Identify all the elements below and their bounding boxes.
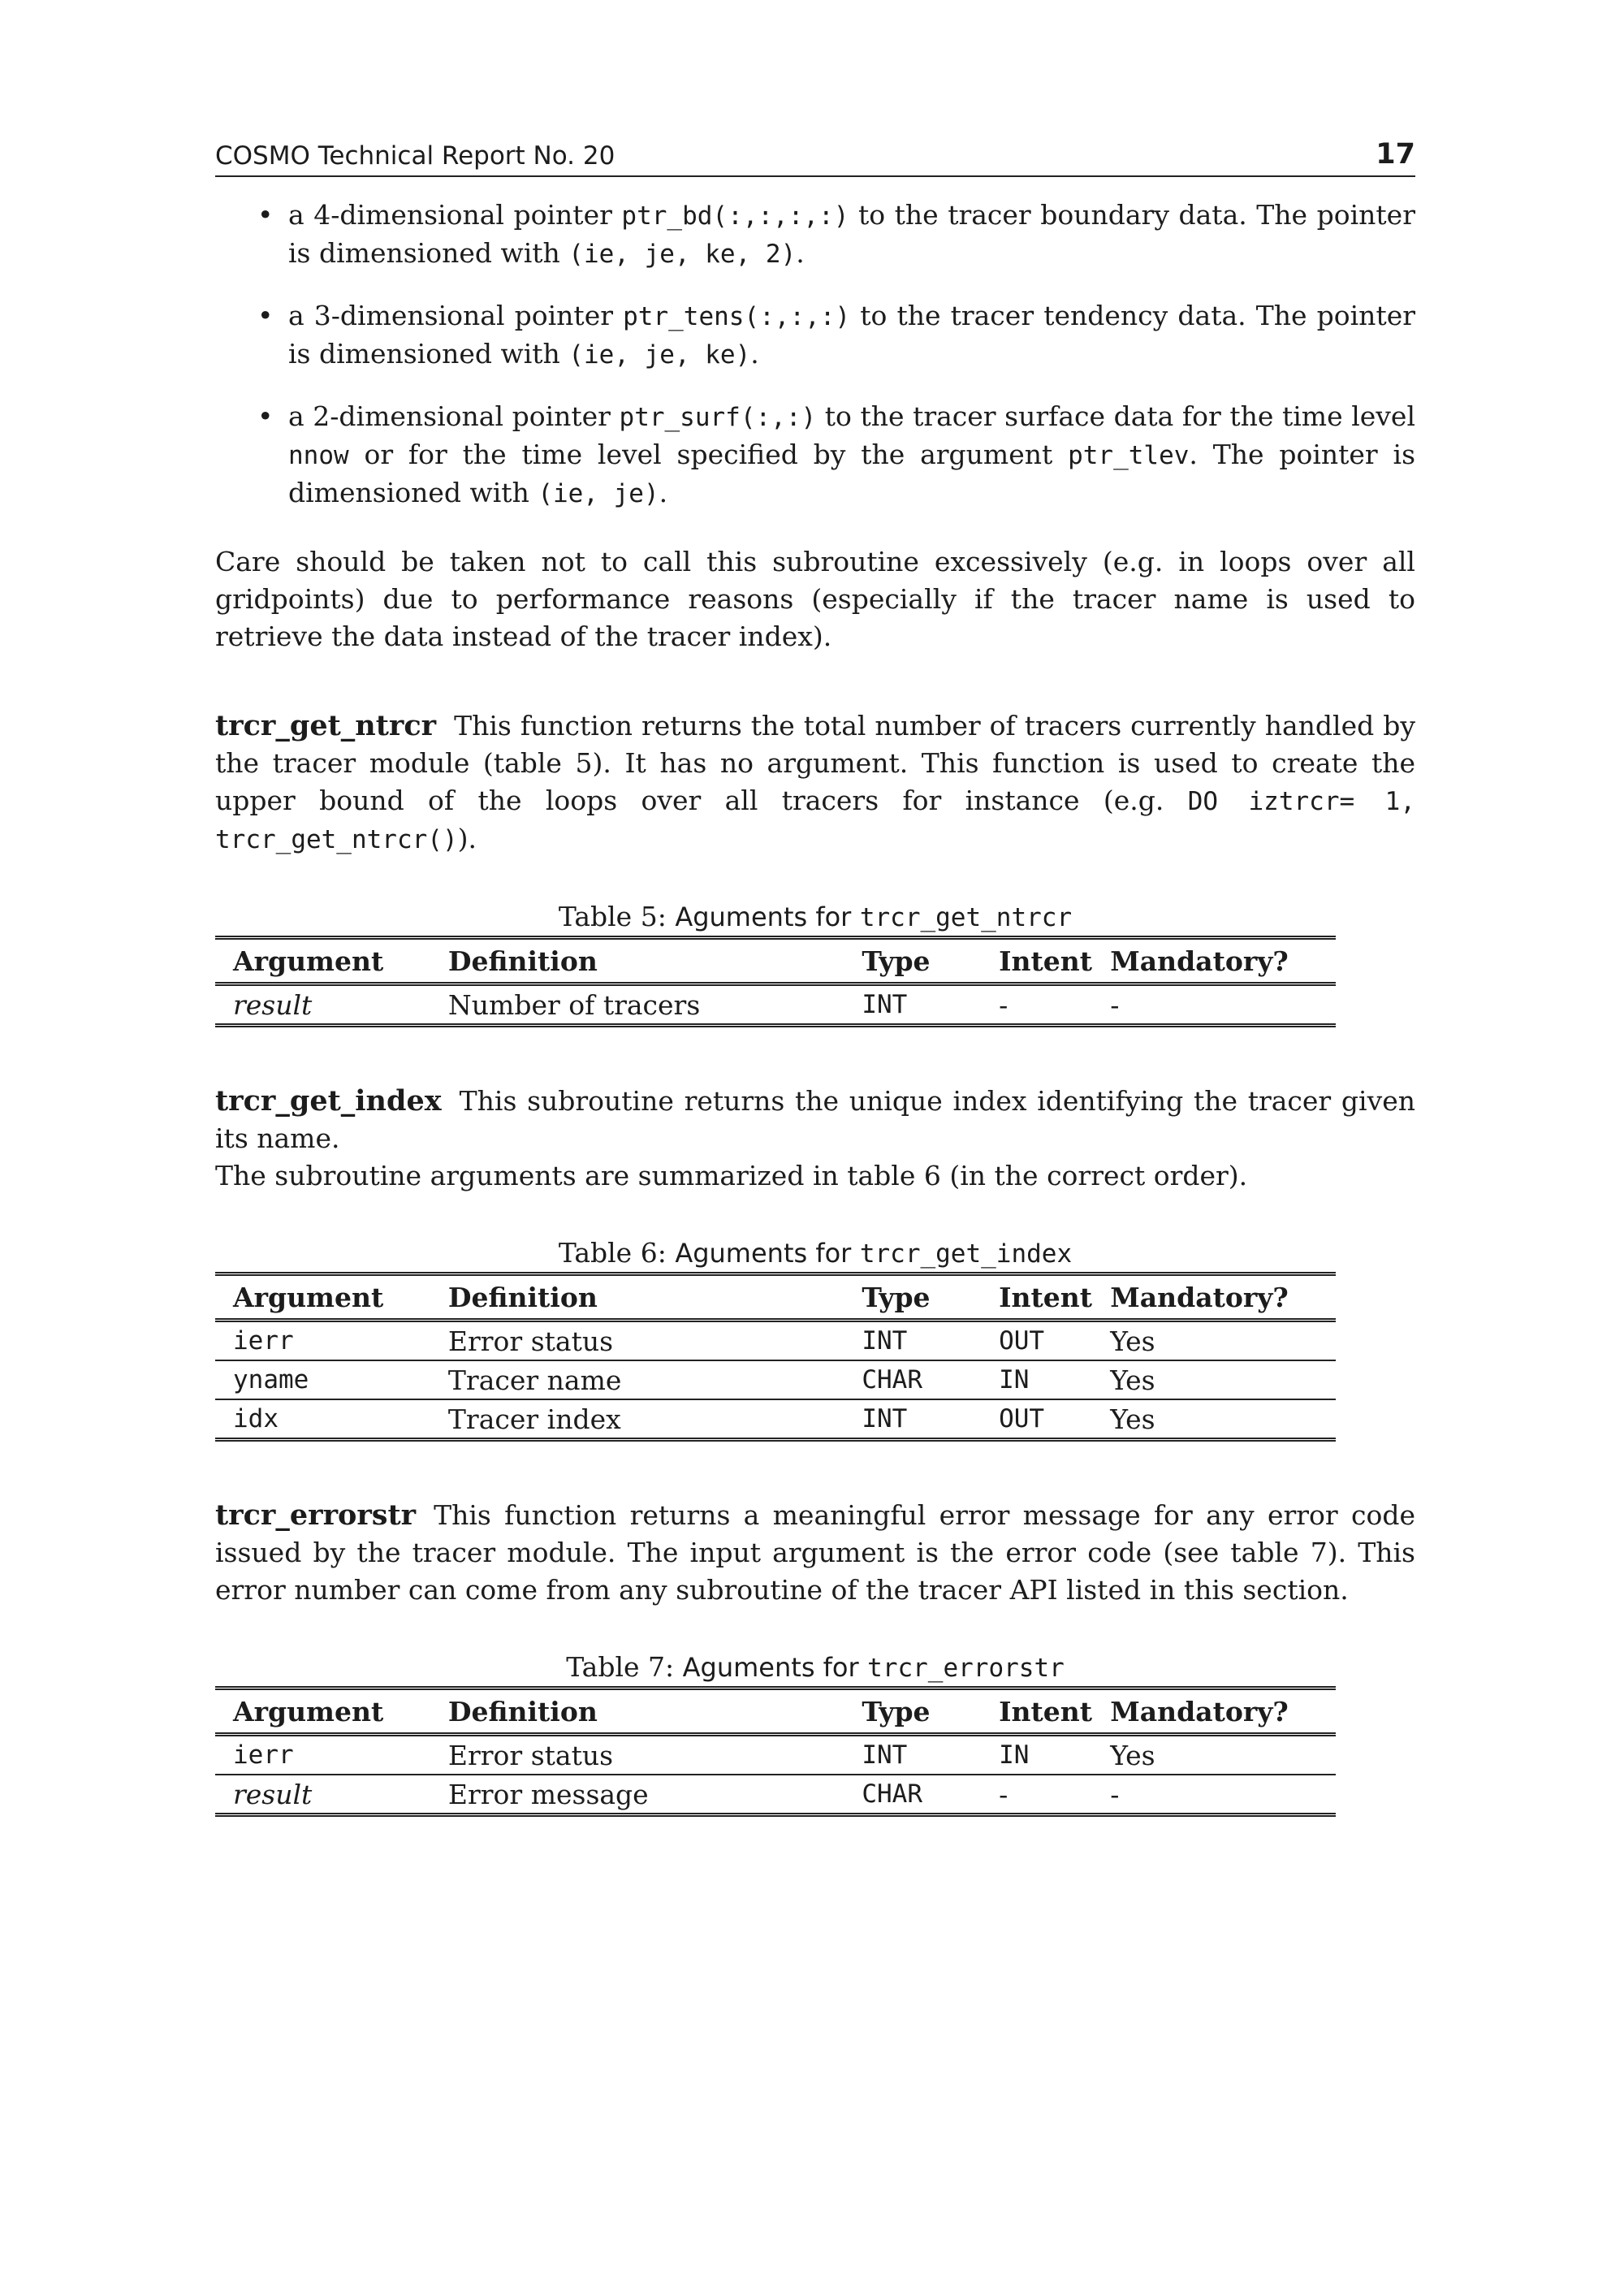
table-row: idx Tracer index INT OUT Yes: [215, 1399, 1336, 1440]
table-6: [215, 1272, 1336, 1442]
list-item: • a 4-dimensional pointer ptr_bd(:,:,:,:) to the tracer boundary data. The pointer is dimensioned with (ie, je, ke, 2).: [215, 197, 1415, 273]
table-7: [215, 1686, 1336, 1817]
table-row: result Number of tracers INT - -: [233, 988, 1120, 1021]
page-number: 17: [1376, 138, 1415, 171]
running-header: [215, 138, 1415, 177]
table-row: ierr Error status INT IN Yes: [233, 1739, 1155, 1771]
document-page: [215, 138, 1415, 1817]
bullet-icon: •: [257, 300, 274, 331]
table-7-caption: Table 7: Aguments for trcr_errorstr: [566, 1651, 1065, 1683]
care-paragraph: Care should be taken not to call this subroutine excessively (e.g. in loops over all gridpoints) due to performance reasons (especially if the tracer name is used to retrieve the data instead of the tracer index).: [215, 546, 1415, 652]
table-header-row: Argument Definition Type Intent Mandatory?: [215, 1274, 1336, 1321]
table-row: ierr Error status INT OUT Yes: [233, 1325, 1155, 1357]
errorstr-paragraph: trcr_errorstr This function returns a meaningful error message for any error code issued by the tracer module. The input argument is the error code (see table 7). This error number can come from any subroutine of the tracer API listed in this section.: [215, 1498, 1415, 1606]
table-5: [215, 936, 1336, 1027]
list-item: • a 2-dimensional pointer ptr_surf(:,:) to the tracer surface data for the time level nnow or for the time level specified by the argument ptr_tlev. The pointer is dimensioned with (ie, je).: [215, 398, 1415, 512]
table-header-row: Argument Definition Type Intent Mandatory?: [215, 1688, 1336, 1735]
ntrcr-paragraph: trcr_get_ntrcr This function returns the total number of tracers currently handled by the tracer module (table 5). It has no argument. This function is used to create the upper bound of the loops over all tracers for instance (e.g. DO iztrcr= 1, trcr_get_ntrcr()).: [215, 709, 1415, 854]
report-title: COSMO Technical Report No. 20: [215, 141, 615, 171]
table-row: yname Tracer name CHAR IN Yes: [215, 1360, 1336, 1399]
bullet-icon: •: [257, 199, 274, 231]
table-row: result Error message CHAR - -: [215, 1775, 1336, 1815]
ntrcr-term: trcr_get_ntrcr: [215, 709, 437, 742]
pointer-list: [215, 197, 1415, 512]
list-item: • a 3-dimensional pointer ptr_tens(:,:,:) to the tracer tendency data. The pointer is dimensioned with (ie, je, ke).: [215, 297, 1415, 374]
table-5-caption: Table 5: Aguments for trcr_get_ntrcr: [558, 901, 1073, 932]
bullet-icon: •: [257, 400, 274, 432]
table-6-caption: Table 6: Aguments for trcr_get_index: [558, 1237, 1073, 1269]
index-term: trcr_get_index: [215, 1084, 442, 1118]
errorstr-term: trcr_errorstr: [215, 1498, 417, 1532]
table-header-row: Argument Definition Type Intent Mandatory?: [215, 938, 1336, 984]
index-paragraph: trcr_get_index This subroutine returns the unique index identifying the tracer given its name. The subroutine arguments are summarized in table 6 (in the correct order).: [215, 1084, 1415, 1191]
